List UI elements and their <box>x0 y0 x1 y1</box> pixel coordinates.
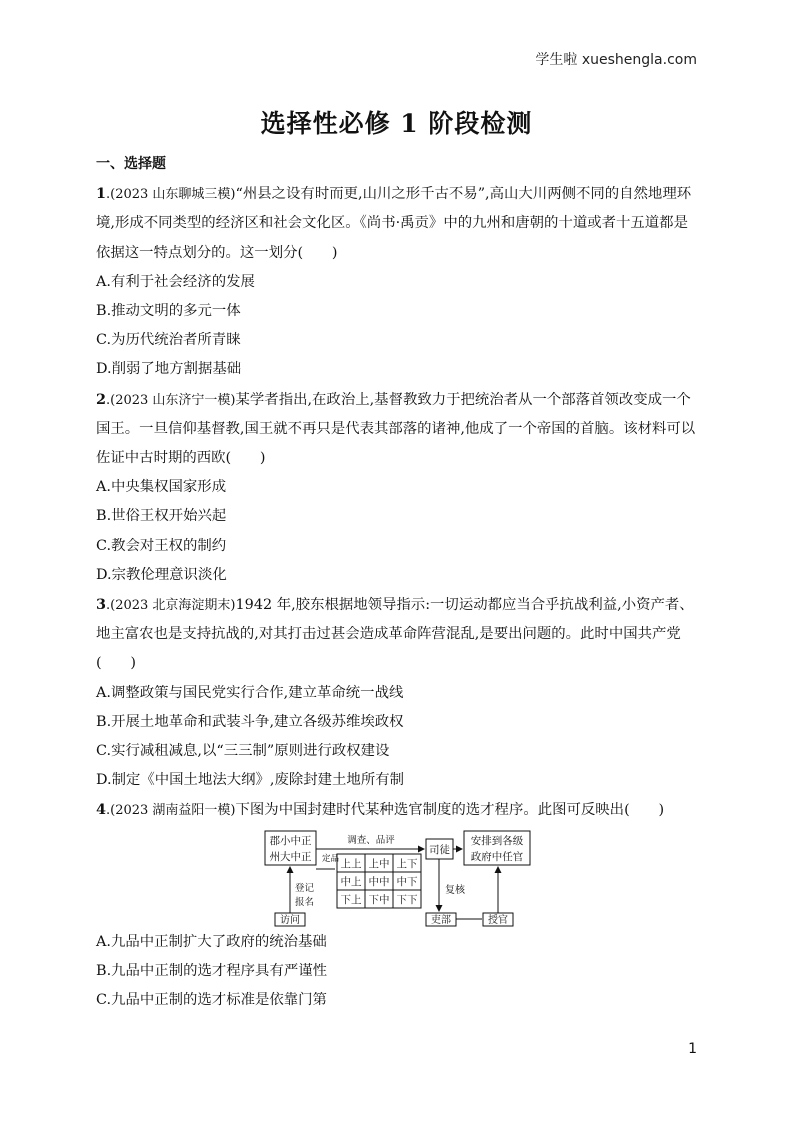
shouguan-label: 授官 <box>488 914 508 926</box>
question-number: 1 <box>96 185 107 203</box>
question-stem: 某学者指出,在政治上,基督教致力于把统治者从一个部落首领改变成一个国王。一旦信仰基督教,国王就不再只是代表其部落的诸神,他成了一个帝国的首脑。该材料可以佐证中古时期的西欧( ) <box>96 391 696 467</box>
zhongzheng-label-2: 州大中正 <box>269 851 312 863</box>
visit-label: 访问 <box>280 914 300 926</box>
question-4 <box>96 795 701 825</box>
register-label-1: 登记 <box>295 883 315 894</box>
question-source: .(2023 北京海淀期末) <box>106 598 236 614</box>
grade-cell: 上上 <box>340 858 362 870</box>
document-body <box>96 150 701 1015</box>
option-b: B.世俗王权开始兴起 <box>96 508 227 525</box>
page-title: 选择性必修 1 阶段检测 <box>260 109 533 138</box>
question-stem: 1942 年,胶东根据地领导指示:一切运动都应当合乎抗战利益,小资产者、地主富农也是支持抗战的,对其打击过甚会造成革命阵营混乱,是要出问题的。此时中国共产党( ) <box>96 597 694 672</box>
option-a: A.有利于社会经济的发展 <box>96 273 255 290</box>
option-d: D.宗教伦理意识淡化 <box>96 566 227 583</box>
question-3 <box>96 590 701 679</box>
option-a: A.九品中正制扩大了政府的统治基础 <box>96 933 327 950</box>
placement-label-2: 政府中任官 <box>470 851 524 863</box>
zhongzheng-label-1: 郡小中正 <box>269 835 312 847</box>
grade-cell: 上下 <box>396 858 418 870</box>
question-source: .(2023 湖南益阳一模) <box>106 803 236 819</box>
option-a: A.调整政策与国民党实行合作,建立革命统一战线 <box>96 684 404 701</box>
question-source: .(2023 山东聊城三模) <box>106 187 236 203</box>
question-number: 4 <box>96 801 107 819</box>
watermark: 学生啦 xueshengla.com <box>535 52 697 68</box>
grade-cell: 中上 <box>340 876 362 888</box>
option-c: C.实行减租减息,以“三三制”原则进行政权建设 <box>96 743 390 760</box>
option-d: D.制定《中国土地法大纲》,废除封建土地所有制 <box>96 772 404 789</box>
section-heading: 一、选择题 <box>96 156 166 172</box>
option-c: C.九品中正制的选才标准是依靠门第 <box>96 992 327 1009</box>
question-source: .(2023 山东济宁一模) <box>106 392 236 408</box>
grade-cell: 下下 <box>396 894 418 906</box>
review-label: 复核 <box>445 884 465 896</box>
question-number: 2 <box>96 390 107 408</box>
placement-label-1: 安排到各级 <box>470 835 524 847</box>
option-a: A.中央集权国家形成 <box>96 479 227 496</box>
situ-label: 司徒 <box>429 844 450 856</box>
grade-cell: 下中 <box>368 894 390 906</box>
question-2 <box>96 385 701 474</box>
option-d: D.削弱了地方割据基础 <box>96 361 242 378</box>
grade-cell: 中中 <box>368 876 390 888</box>
grade-cell: 下上 <box>340 894 362 906</box>
question-1 <box>96 179 701 268</box>
survey-label: 调查、品评 <box>347 835 395 846</box>
question-stem: 下图为中国封建时代某种选官制度的选才程序。此图可反映出( ) <box>235 802 665 819</box>
option-b: B.推动文明的多元一体 <box>96 303 241 320</box>
selection-process-diagram <box>96 829 701 927</box>
option-c: C.教会对王权的制约 <box>96 537 227 554</box>
question-stem: “州县之设有时而更,山川之形千古不易”,高山大川两侧不同的自然地理环境,形成不同类型的经济区和社会文化区。《尚书·禹贡》中的九州和唐朝的十道或者十五道都是依据这一特点划分的。这一划分( ) <box>96 186 692 261</box>
question-number: 3 <box>96 596 107 614</box>
grade-cell: 中下 <box>396 876 418 888</box>
option-c: C.为历代统治者所青睐 <box>96 332 241 349</box>
option-b: B.开展土地革命和武装斗争,建立各级苏维埃政权 <box>96 713 404 730</box>
libu-label: 吏部 <box>431 914 451 926</box>
option-b: B.九品中正制的选才程序具有严谨性 <box>96 962 328 979</box>
rating-label: 定品 <box>322 852 340 863</box>
page-number: 1 <box>688 1041 697 1057</box>
grade-cell: 上中 <box>368 858 390 870</box>
register-label-2: 报名 <box>295 897 315 908</box>
